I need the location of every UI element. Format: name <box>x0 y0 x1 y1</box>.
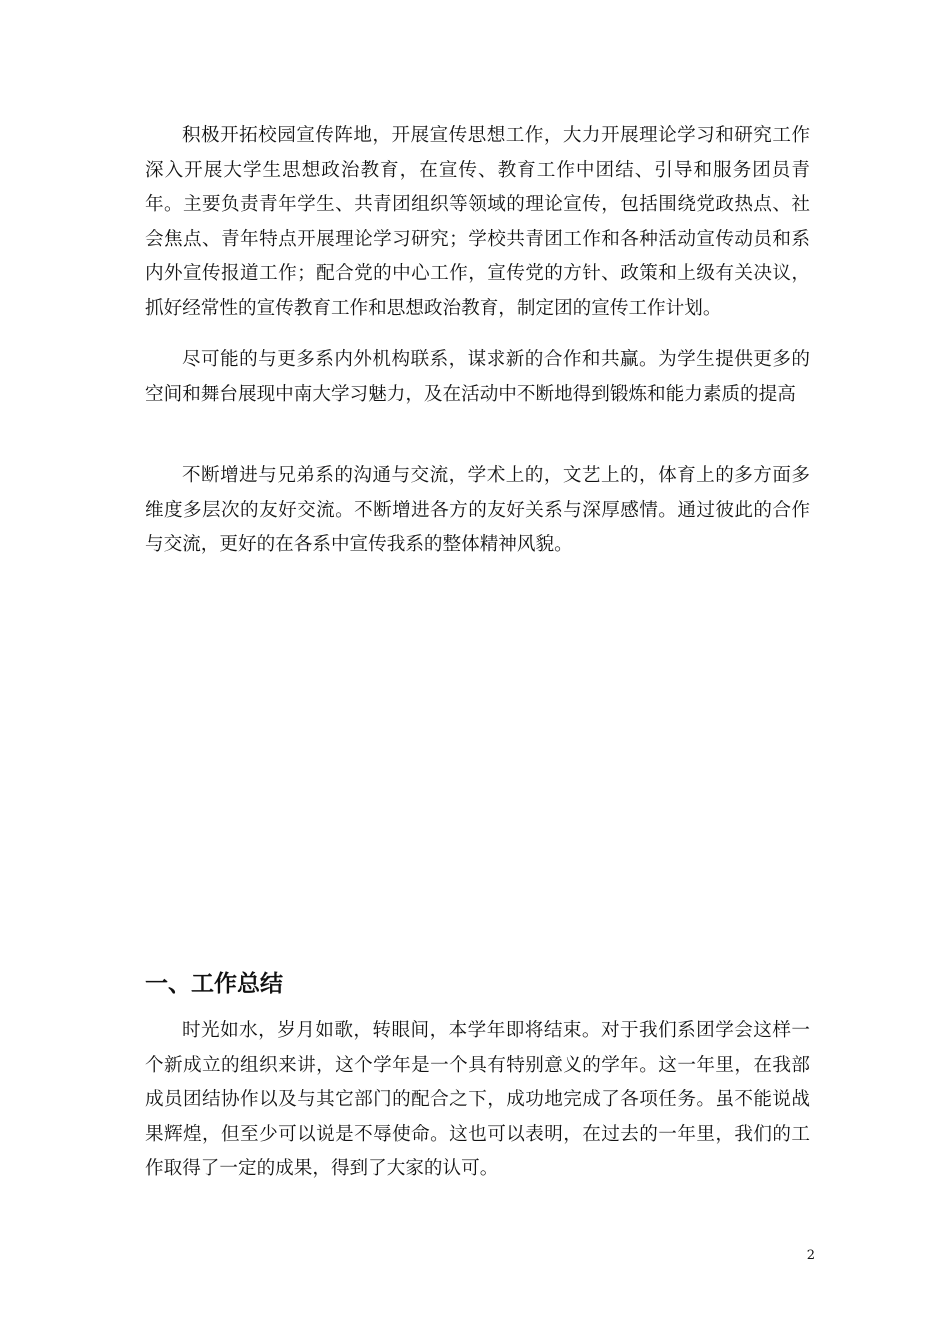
section-heading: 一、工作总结 <box>145 971 283 997</box>
body-paragraph-external-cooperation: 尽可能的与更多系内外机构联系，谋求新的合作和共赢。为学生提供更多的空间和舞台展现中南大学习魅力，及在活动中不断地得到锻炼和能力素质的提高 <box>145 349 810 405</box>
body-paragraph-work-summary: 时光如水，岁月如歌，转眼间，本学年即将结束。对于我们系团学会这样一个新成立的组织来讲，这个学年是一个具有特别意义的学年。这一年里，在我部成员团结协作以及与其它部门的配合之下，成功地完成了各项任务。虽不能说战果辉煌，但至少可以说是不辱使命。这也可以表明，在过去的一年里，我们的工作取得了一定的成果，得到了大家的认可。 <box>145 1020 810 1180</box>
body-paragraph-exchange: 不断增进与兄弟系的沟通与交流，学术上的，文艺上的，体育上的多方面多维度多层次的友好交流。不断增进各方的友好关系与深厚感情。通过彼此的合作与交流，更好的在各系中宣传我系的整体精神风貌。 <box>145 465 810 556</box>
body-paragraph-publicity-work: 积极开拓校园宣传阵地，开展宣传思想工作，大力开展理论学习和研究工作深入开展大学生思想政治教育，在宣传、教育工作中团结、引导和服务团员青年。主要负责青年学生、共青团组织等领域的理论宣传，包括围绕党政热点、社会焦点、青年特点开展理论学习研究；学校共青团工作和各种活动宣传动员和系内外宣传报道工作；配合党的中心工作，宣传党的方针、政策和上级有关决议，抓好经常性的宣传教育工作和思想政治教育，制定团的宣传工作计划。 <box>145 125 810 319</box>
page-number: 2 <box>806 1248 815 1263</box>
